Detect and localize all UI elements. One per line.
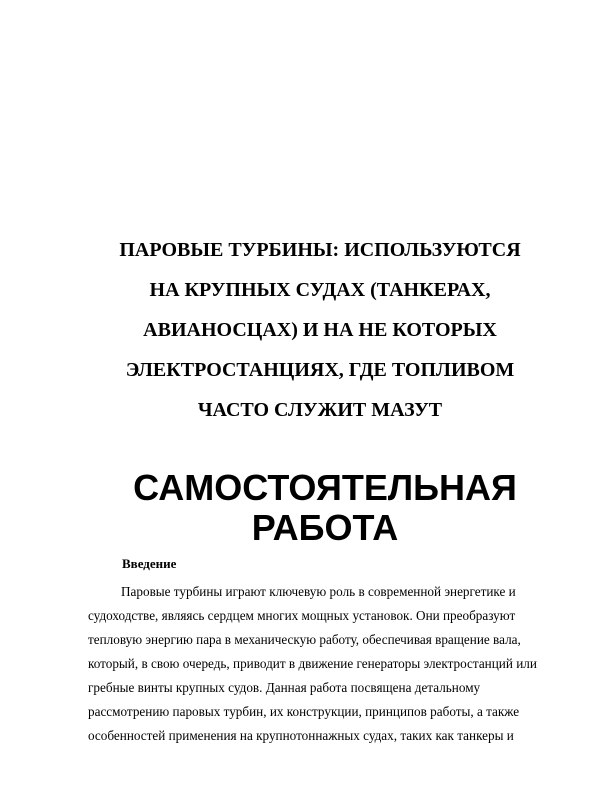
intro-line: Паровые турбины играют ключевую роль в современной энергетике и [121,584,516,599]
work-title [70,468,580,548]
intro-line: рассмотрению паровых турбин, их конструкции, принципов работы, а также [88,704,520,719]
intro-line: который, в свою очередь, приводит в движение генераторы электростанций или [88,656,537,671]
work-title-line: РАБОТА [251,507,399,548]
subject-title-line: НА КРУПНЫХ СУДАХ (ТАНКЕРАХ, [149,279,491,301]
intro-line: гребные винты крупных судов. Данная работа посвящена детальному [88,680,481,695]
intro-line: тепловую энергию пара в механическую работу, обеспечивая вращение вала, [88,632,521,647]
subject-title-line: ПАРОВЫЕ ТУРБИНЫ: ИСПОЛЬЗУЮТСЯ [119,239,521,261]
subject-title-line: ЭЛЕКТРОСТАНЦИЯХ, ГДЕ ТОПЛИВОМ [125,359,515,381]
intro-line: особенностей применения на крупнотоннажных судах, таких как танкеры и [88,728,514,743]
subject-title-line: ЧАСТО СЛУЖИТ МАЗУТ [197,399,443,421]
work-title-line: САМОСТОЯТЕЛЬНАЯ [133,467,517,508]
intro-heading: Введение [122,556,177,571]
intro-line: судоходстве, являясь сердцем многих мощных установок. Они преобразуют [88,608,516,623]
subject-title [100,230,540,430]
intro-paragraph [88,580,558,748]
subject-title-line: АВИАНОСЦАХ) И НА НЕ КОТОРЫХ [143,319,497,341]
